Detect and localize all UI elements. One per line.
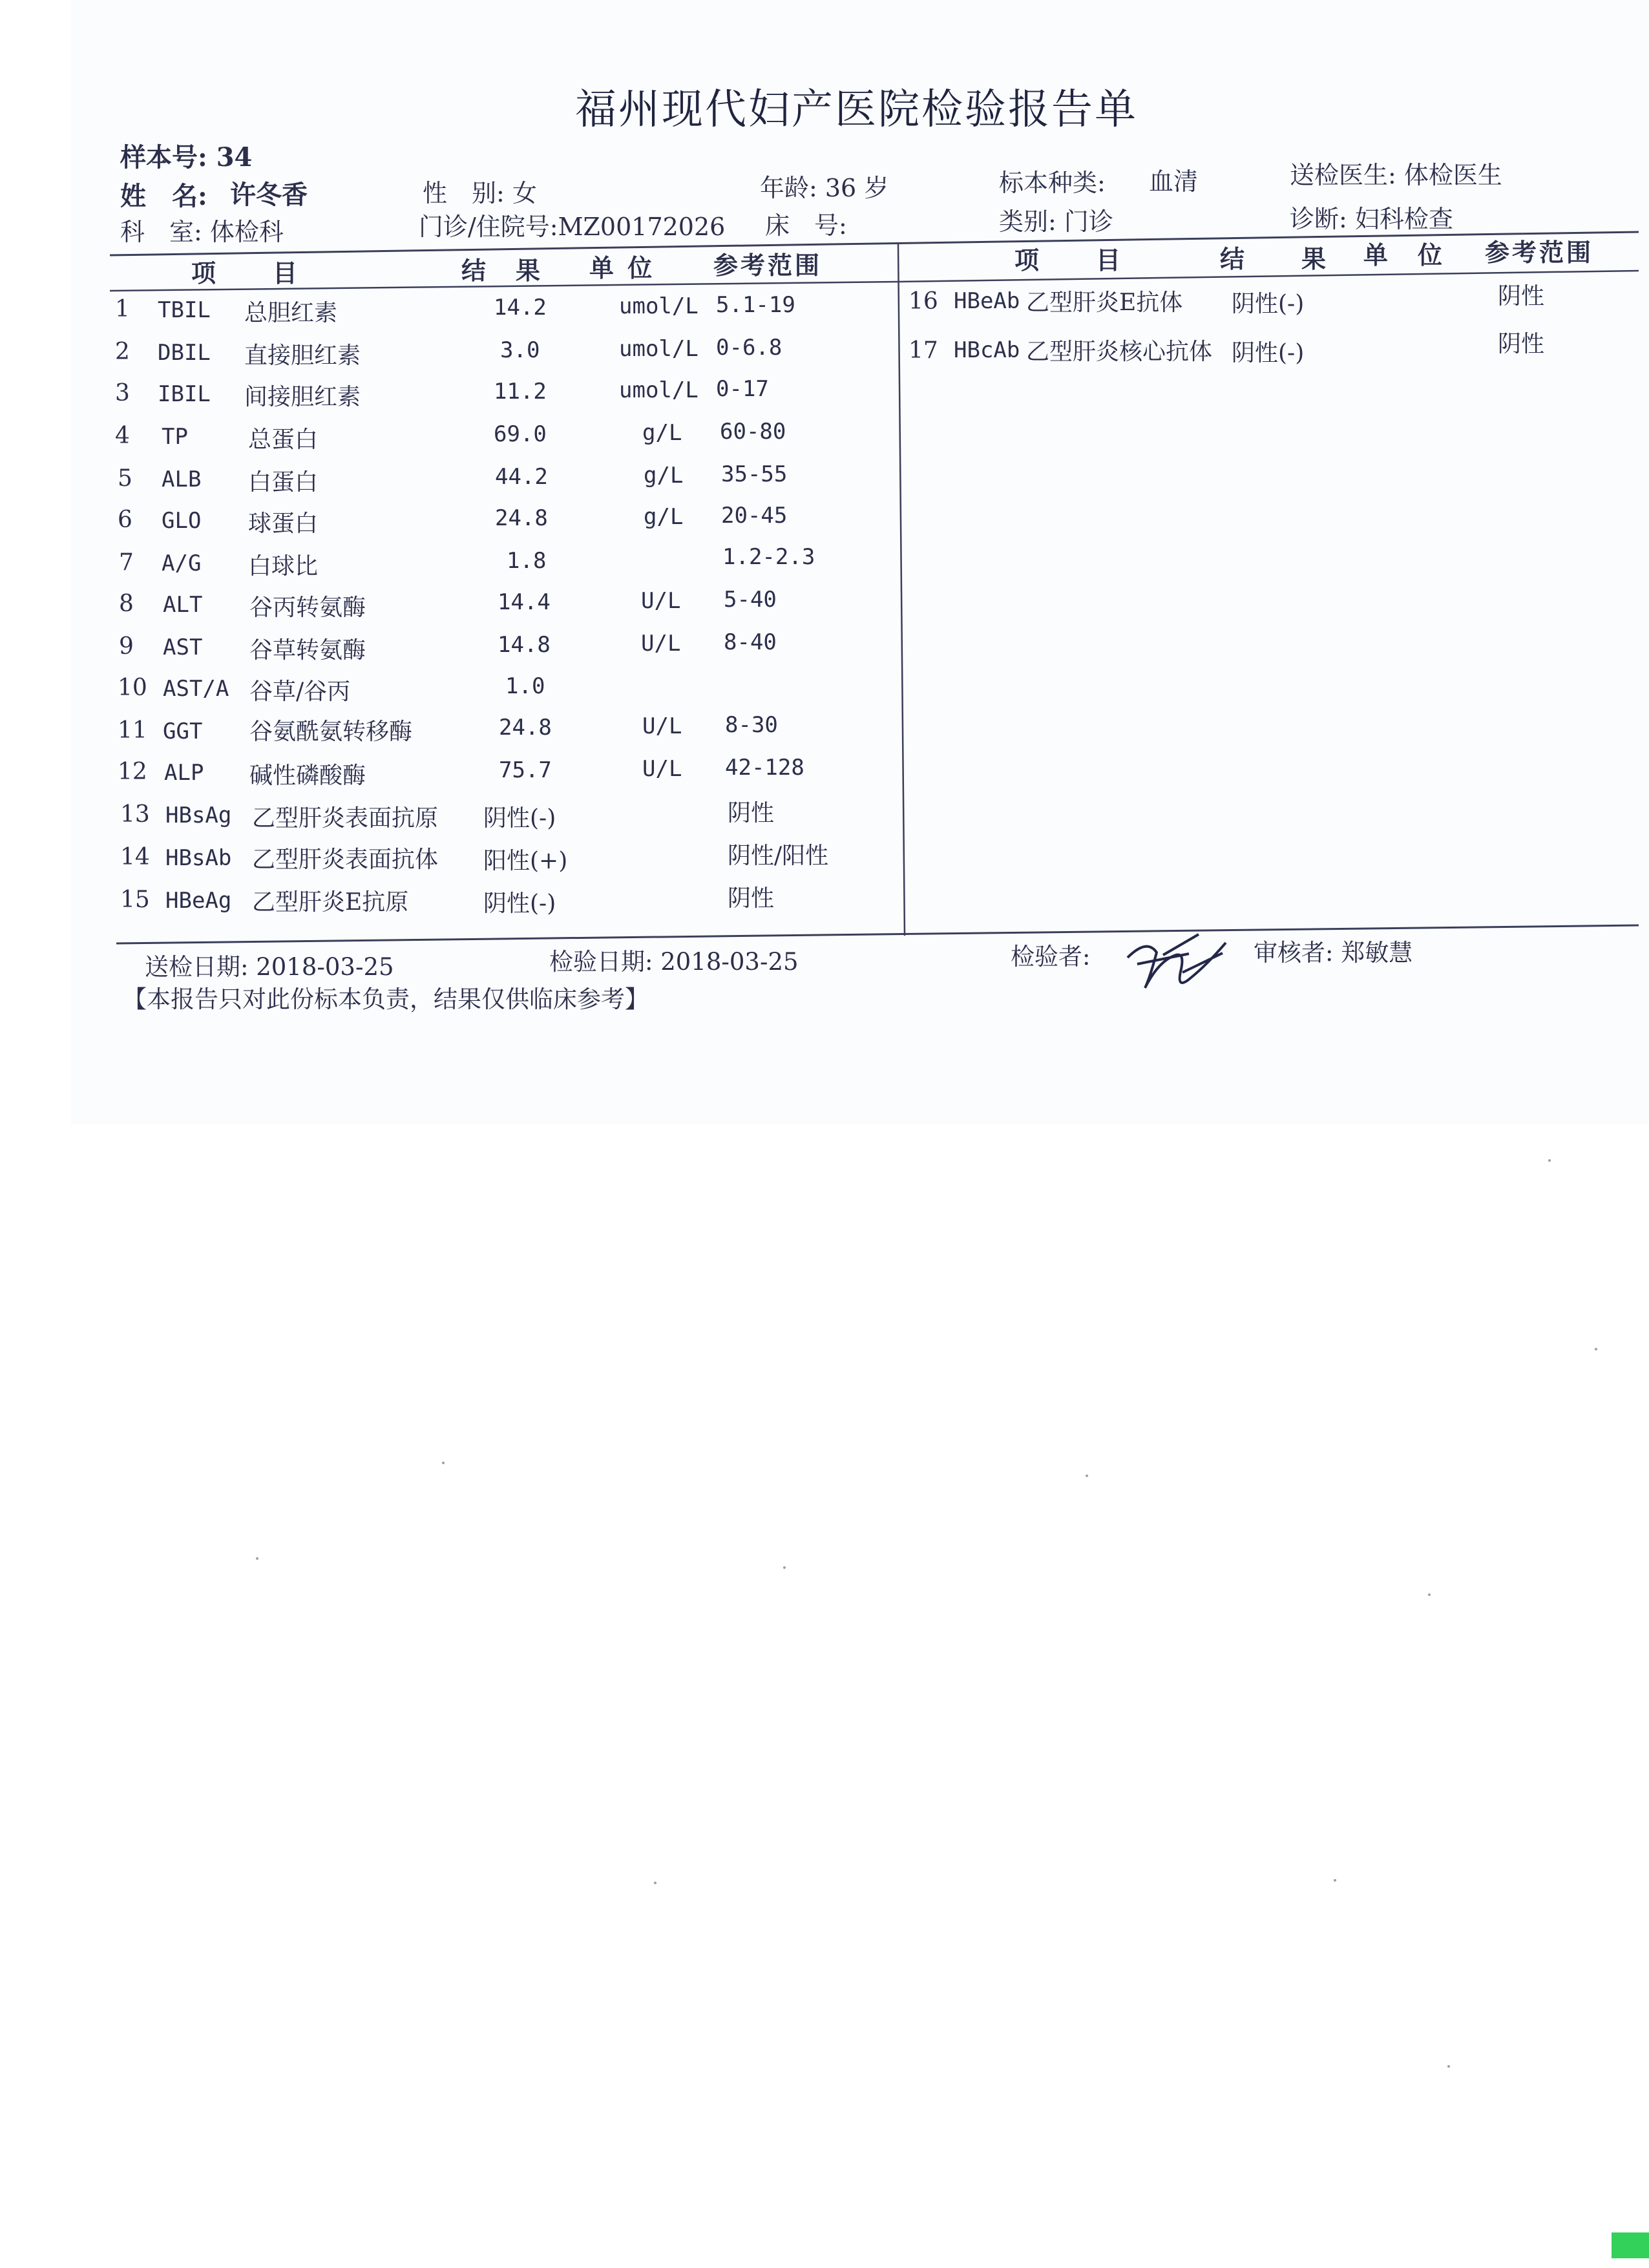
test-code: DBIL [158,340,211,366]
test-unit: U/L [642,756,682,782]
reference-range: 8-40 [724,629,777,655]
test-code: HBcAb [954,337,1020,363]
table-row [116,629,892,672]
reference-range: 0-6.8 [716,335,782,361]
test-code: ALP [164,760,204,786]
diagnosis: 诊断: 妇科检查 [1290,205,1453,233]
test-code: GGT [163,719,203,744]
table-row [115,461,890,504]
patient-age: 年龄: 36 岁 [760,174,889,202]
col-header-range-right: 参考范围 [1485,238,1594,267]
patient-name-label: 姓 名: [120,181,207,211]
table-row [118,887,893,925]
reference-range: 阴性 [728,800,775,826]
col-header-item: 项 目 [191,258,300,288]
col-header-range: 参考范围 [713,251,823,280]
test-result: 阴性(-) [483,890,556,917]
test-result: 14.8 [498,632,551,658]
row-number: 5 [118,465,132,492]
col-header-unit-right: 单 位 [1363,240,1445,269]
row-number: 16 [909,288,938,315]
patient-sex: 性 别: 女 [423,179,537,207]
test-name: 乙型肝炎E抗原 [252,889,409,916]
table-row [115,335,890,377]
reference-range: 阴性 [1498,283,1545,310]
row-number: 10 [118,675,147,701]
bed-number: 床 号: [765,211,847,240]
test-name: 谷丙转氨酶 [249,594,366,621]
send-date: 送检日期: 2018-03-25 [145,953,394,981]
test-code: TP [162,424,188,450]
reference-range: 42-128 [725,755,804,781]
reference-range: 阴性 [1498,331,1545,357]
table-row [115,376,890,419]
sample-number: 样本号: 34 [120,142,253,173]
test-code: IBIL [158,381,211,407]
test-result: 1.8 [507,548,547,574]
test-result: 阴性(-) [1232,291,1305,317]
test-unit: umol/L [619,377,698,403]
test-result: 24.8 [499,715,552,740]
report-title: 福州现代妇产医院检验报告单 [575,86,1138,134]
test-code: GLO [162,508,202,534]
test-code: ALT [163,592,203,618]
table-center-divider [898,244,905,936]
tester-label: 检验者: [1011,943,1091,971]
test-unit: U/L [641,588,681,614]
row-number: 14 [120,844,150,870]
test-result: 阳性(+) [483,848,568,874]
row-number: 8 [119,591,134,617]
table-row [118,755,893,797]
reference-range: 阴性/阳性 [728,843,829,869]
test-unit: g/L [644,463,684,488]
reference-range: 5-40 [724,587,777,613]
row-number: 3 [115,380,130,406]
reference-range: 0-17 [716,376,769,402]
test-date: 检验日期: 2018-03-25 [549,948,799,976]
test-unit: U/L [642,713,682,739]
table-row [118,844,893,883]
tester-signature [1128,934,1226,988]
test-name: 总胆红素 [244,300,338,326]
test-name: 直接胆红素 [244,342,361,369]
col-header-unit: 单 位 [589,253,655,282]
corner-marker [1612,2232,1649,2258]
test-code: HBsAg [165,803,232,828]
reference-range: 8-30 [725,712,778,738]
reference-range: 60-80 [720,419,786,445]
test-result: 69.0 [494,421,547,447]
test-result: 阴性(-) [483,805,556,832]
test-name: 间接胆红素 [244,384,361,410]
test-code: HBsAb [165,845,232,871]
table-row [115,292,890,335]
table-row [909,331,1619,375]
test-code: A/G [162,551,202,576]
table-row [118,675,893,713]
test-result: 阴性(-) [1232,340,1305,366]
table-row [115,503,890,545]
test-name: 谷草/谷丙 [249,678,351,705]
row-number: 12 [118,759,147,785]
specimen-type: 血清 [1149,167,1199,196]
table-row [118,712,893,756]
test-unit: umol/L [619,336,698,362]
test-name: 白球比 [248,553,319,580]
reviewer: 审核者: 郑敏慧 [1254,939,1413,967]
col-header-result: 结 果 [461,256,543,285]
test-code: TBIL [158,297,211,323]
row-number: 9 [119,633,134,660]
row-number: 15 [120,887,150,913]
test-result: 75.7 [499,757,552,783]
test-unit: g/L [644,504,684,530]
row-number: 4 [115,423,130,449]
test-code: ALB [162,467,202,492]
test-code: AST [163,635,203,660]
row-number: 6 [118,507,132,533]
reference-range: 35-55 [721,461,788,487]
reference-range: 阴性 [728,885,775,912]
test-code: HBeAb [954,288,1020,314]
test-result: 24.8 [495,505,548,531]
patient-name: 许冬香 [230,180,308,210]
row-number: 7 [119,549,134,576]
test-result: 3.0 [500,337,540,363]
test-name: 白蛋白 [248,469,319,496]
test-unit: g/L [642,420,682,446]
test-name: 碱性磷酸酶 [249,762,366,789]
visit-category: 类别: 门诊 [999,207,1113,236]
test-result: 1.0 [505,673,545,699]
col-header-item-right: 项 目 [1014,246,1124,275]
reference-range: 20-45 [721,503,788,529]
row-number: 17 [909,337,938,364]
row-number: 2 [115,339,130,365]
test-name: 乙型肝炎E抗体 [1026,289,1183,316]
table-row [118,801,893,840]
referring-doctor: 送检医生: 体检医生 [1290,161,1502,189]
test-name: 谷氨酰氨转移酶 [249,719,413,745]
test-name: 乙型肝炎核心抗体 [1026,339,1213,365]
col-header-result-right: 结 果 [1220,244,1329,273]
reference-range: 1.2-2.3 [722,544,815,570]
test-result: 14.2 [494,295,547,320]
row-number: 13 [120,801,150,828]
test-unit: umol/L [619,293,698,319]
test-result: 44.2 [495,464,548,490]
specimen-type-label: 标本种类: [999,169,1106,197]
test-unit: U/L [641,631,681,656]
row-number: 1 [115,296,130,322]
test-name: 总蛋白 [248,426,319,453]
test-result: 11.2 [494,379,547,404]
clinic-number: 门诊/住院号:MZ00172026 [419,213,726,241]
table-row [909,283,1619,326]
test-code: AST/A [163,676,229,702]
test-result: 14.4 [498,589,551,615]
table-row [115,419,890,461]
test-name: 谷草转氨酶 [249,637,366,664]
test-name: 球蛋白 [248,510,319,537]
department: 科 室: 体检科 [120,218,284,246]
table-row [116,587,892,629]
reference-range: 5.1-19 [716,292,795,318]
disclaimer-note: 【本报告只对此份标本负责，结果仅供临床参考】 [123,985,649,1013]
test-name: 乙型肝炎表面抗体 [252,846,439,873]
test-name: 乙型肝炎表面抗原 [252,805,439,832]
row-number: 11 [118,717,147,744]
test-code: HBeAg [165,888,232,914]
table-row [115,544,890,588]
